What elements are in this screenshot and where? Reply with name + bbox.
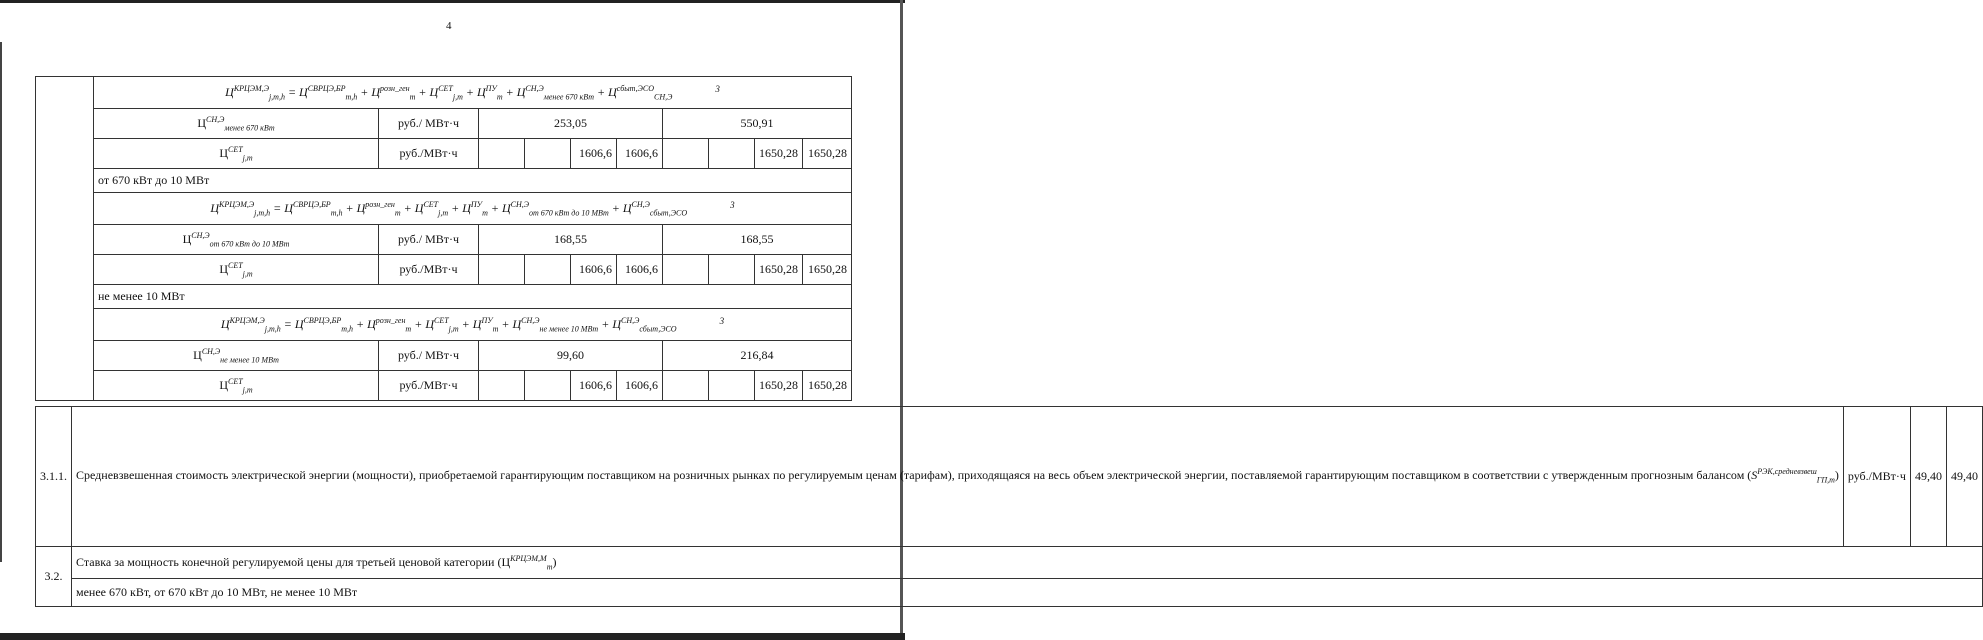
- sn-symbol-ge10: $Ц^{СН,Э}_{не менее 10 МВт}$: [94, 341, 379, 371]
- value-cell: 1650,28: [755, 255, 803, 285]
- value-cell: 1606,6: [571, 255, 617, 285]
- bottom-border: [0, 633, 905, 640]
- unit-cell: руб./ МВт·ч: [379, 341, 479, 371]
- sn-symbol-lt670: $Ц^{СН,Э}_{менее 670 кВт}$: [94, 109, 379, 139]
- item-32-title: Ставка за мощность конечной регулируемой цены для третьей ценовой категории $(Ц^{КРЦЭМ,М}_m)$: [72, 547, 1983, 579]
- formula-row-670-10: [36, 193, 852, 225]
- item-number: 3.2.: [36, 547, 72, 607]
- item-description: Средневзвешенная стоимость электрической энергии (мощности), приобретаемой гарантирующим поставщиком на розничных рынках по регулируемым ценам (тарифам), приходящаяся на весь объем электрической энергии, поставляемой гарантирующим поставщиком в соответствии с утвержденным прогнозным балансом $(S^{РЭК,средневзвеш}_{ГП,m})$: [72, 407, 1844, 547]
- left-edge-mark: [0, 42, 2, 562]
- sn-symbol-670-10: $Ц^{СН,Э}_{от 670 кВт до 10 МВт}$: [94, 225, 379, 255]
- formula-670-10: $Ц^{КРЦЭМ,Э}_{j,m,h} = Ц^{СВРЦЭ,БР}_{m,h} + Ц^{розн\_ген}_m + Ц^{СЕТ}_{j,m} + Ц^{ПУ}_m + Ц^{СН,Э}_{от 670 кВт до 10 МВт} + Ц^{СН,Э}_{сбыт,ЭСО}$ $^3$: [210, 199, 735, 218]
- heading-row-ge10: [36, 285, 852, 309]
- formula-row-lt670: [36, 77, 852, 109]
- section-cell-31: [36, 77, 94, 401]
- sn-row-670-10: [36, 225, 852, 255]
- value-cell: 1650,28: [803, 139, 852, 169]
- formula-lt670: $Ц^{КРЦЭМ,Э}_{j,m,h} = Ц^{СВРЦЭ,БР}_{m,h} + Ц^{розн\_ген}_m + Ц^{СЕТ}_{j,m} + Ц^{ПУ}_m + Ц^{СН,Э}_{менее 670 кВт} + Ц^{сбыт,ЭСО}_{СН,Э}$ $^3$: [225, 83, 720, 102]
- value-cell: 49,40: [1946, 407, 1982, 547]
- items-table: [35, 406, 1983, 607]
- value-cell: [525, 371, 571, 401]
- value-cell: [479, 371, 525, 401]
- formula-ge10: $Ц^{КРЦЭМ,Э}_{j,m,h} = Ц^{СВРЦЭ,БР}_{m,h} + Ц^{розн\_ген}_m + Ц^{СЕТ}_{j,m} + Ц^{ПУ}_m + Ц^{СН,Э}_{не менее 10 МВт} + Ц^{СН,Э}_{сбыт,ЭСО}$ $^3$: [220, 315, 725, 334]
- range-heading: не менее 10 МВт: [94, 285, 852, 309]
- value-cell: [479, 255, 525, 285]
- unit-cell: руб./МВт·ч: [379, 371, 479, 401]
- sn-row-ge10: [36, 341, 852, 371]
- value-cell: 1650,28: [803, 371, 852, 401]
- value-cell: [663, 255, 709, 285]
- set-row-lt670: [36, 139, 852, 169]
- formula-row-ge10: [36, 309, 852, 341]
- unit-cell: руб./ МВт·ч: [379, 109, 479, 139]
- value-cell: 1606,6: [571, 139, 617, 169]
- heading-row-670-10: [36, 169, 852, 193]
- value-cell: 99,60: [479, 341, 663, 371]
- set-symbol: $Ц^{СЕТ}_{j,m}$: [94, 255, 379, 285]
- value-cell: [525, 255, 571, 285]
- value-cell: 1650,28: [755, 371, 803, 401]
- unit-cell: руб./МВт·ч: [379, 255, 479, 285]
- item-32-row: [36, 547, 1983, 579]
- value-cell: [709, 139, 755, 169]
- value-cell: 49,40: [1910, 407, 1946, 547]
- value-cell: [709, 371, 755, 401]
- value-cell: 1606,6: [617, 139, 663, 169]
- item-32-subheading: менее 670 кВт, от 670 кВт до 10 МВт, не менее 10 МВт: [72, 579, 1983, 607]
- value-cell: [709, 255, 755, 285]
- item-32-sub-row: [36, 579, 1983, 607]
- value-cell: 1606,6: [617, 255, 663, 285]
- set-symbol: $Ц^{СЕТ}_{j,m}$: [94, 139, 379, 169]
- page-number: 4: [446, 20, 452, 32]
- unit-cell: руб./ МВт·ч: [379, 225, 479, 255]
- range-heading: от 670 кВт до 10 МВт: [94, 169, 852, 193]
- unit-cell: руб./МВт·ч: [1843, 407, 1910, 547]
- value-cell: 1606,6: [617, 371, 663, 401]
- tariff-table: [35, 76, 852, 401]
- value-cell: 168,55: [663, 225, 852, 255]
- value-cell: [525, 139, 571, 169]
- value-cell: 1650,28: [803, 255, 852, 285]
- value-cell: 1650,28: [755, 139, 803, 169]
- item-number: 3.1.1.: [36, 407, 72, 547]
- top-border: [0, 0, 905, 3]
- value-cell: [663, 139, 709, 169]
- value-cell: 216,84: [663, 341, 852, 371]
- set-row-ge10: [36, 371, 852, 401]
- set-row-670-10: [36, 255, 852, 285]
- sn-row-lt670: [36, 109, 852, 139]
- unit-cell: руб./МВт·ч: [379, 139, 479, 169]
- value-cell: 1606,6: [571, 371, 617, 401]
- value-cell: 168,55: [479, 225, 663, 255]
- value-cell: 253,05: [479, 109, 663, 139]
- value-cell: 550,91: [663, 109, 852, 139]
- value-cell: [479, 139, 525, 169]
- set-symbol: $Ц^{СЕТ}_{j,m}$: [94, 371, 379, 401]
- item-311-row: [36, 407, 1983, 547]
- value-cell: [663, 371, 709, 401]
